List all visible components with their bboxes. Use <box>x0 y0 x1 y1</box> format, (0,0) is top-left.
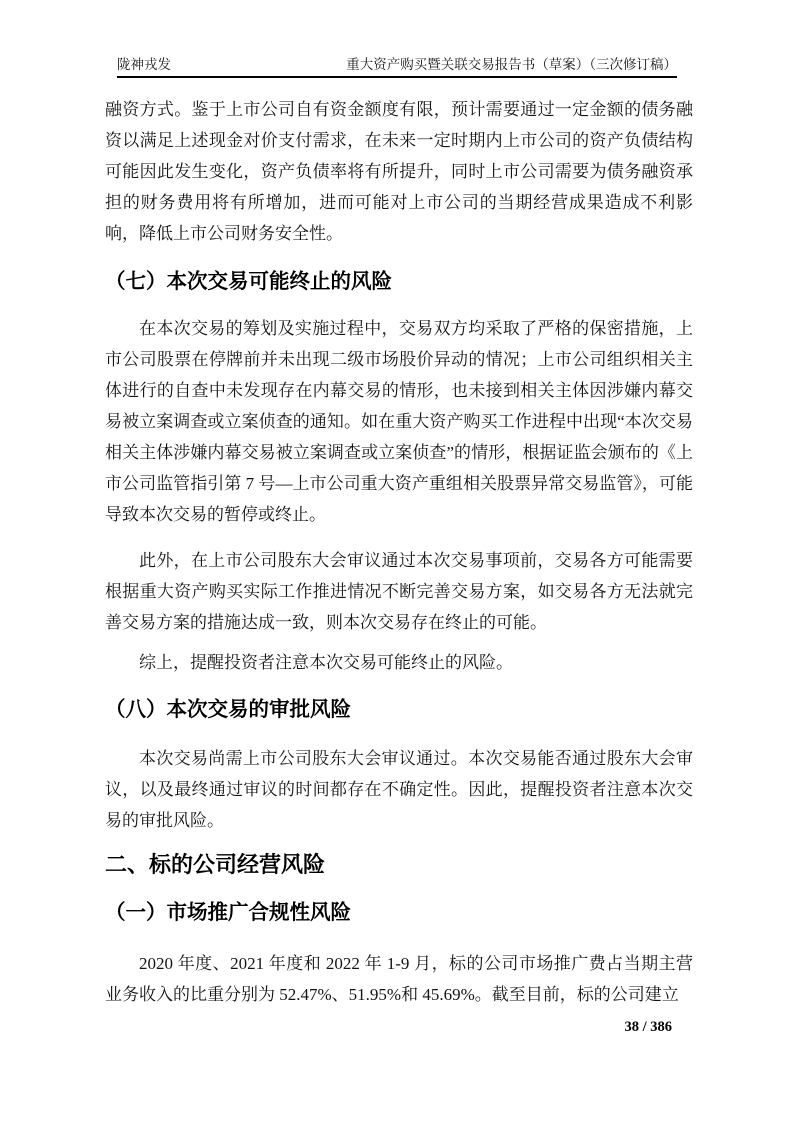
header-left-title: 陇神戎发 <box>117 57 171 72</box>
body-paragraph-continued: 融资方式。鉴于上市公司自有资金额度有限，预计需要通过一定金额的债务融资以满足上述现金对价支付需求，在未来一定时期内上市公司的资产负债结构可能因此发生变化，资产负债率将有所提升，同时上市公司需要为债务融资承担的财务费用将有所增加，进而可能对上市公司的当期经营成果造成不利影响，降低上市公司财务安全性。 <box>105 100 693 243</box>
section-heading-8: （八）本次交易的审批风险 <box>105 698 351 721</box>
body-paragraph: 综上，提醒投资者注意本次交易可能终止的风险。 <box>139 653 513 672</box>
page-body <box>105 94 693 1010</box>
section-heading-7: （七）本次交易可能终止的风险 <box>105 270 392 293</box>
body-paragraph: 此外，在上市公司股东大会审议通过本次交易事项前，交易各方可能需要根据重大资产购买实际工作推进情况不断完善交易方案，如交易各方无法就完善交易方案的措施达成一致，则本次交易存在终止的可能。 <box>105 551 693 632</box>
body-paragraph: 在本次交易的筹划及实施过程中，交易双方均采取了严格的保密措施，上市公司股票在停牌前并未出现二级市场股价异动的情况；上市公司组织相关主体进行的自查中未发现存在内幕交易的情形，也未接到相关主体因涉嫌内幕交易被立案调查或立案侦查的通知。如在重大资产购买工作进程中出现“本次交易相关主体涉嫌内幕交易被立案调查或立案侦查”的情形，根据证监会颁布的《上市公司监管指引第 7 号—上市公司重大资产重组相关股票异常交易监管》，可能导致本次交易的暂停或终止。 <box>105 319 693 524</box>
body-paragraph: 2020 年度、2021 年度和 2022 年 1-9 月，标的公司市场推广费占当期主营业务收入的比重分别为 52.47%、51.95%和 45.69%。截至目前，标的公司建立 <box>105 954 693 1004</box>
page-header <box>117 57 677 78</box>
chapter-heading-2: 二、标的公司经营风险 <box>105 852 326 877</box>
section-heading-1: （一）市场推广合规性风险 <box>105 901 351 924</box>
header-right-title: 重大资产购买暨关联交易报告书（草案）（三次修订稿） <box>346 57 677 72</box>
page-number: 38 / 386 <box>624 1019 672 1035</box>
body-paragraph: 本次交易尚需上市公司股东大会审议通过。本次交易能否通过股东大会审议，以及最终通过审议的时间都存在不确定性。因此，提醒投资者注意本次交易的审批风险。 <box>105 749 693 830</box>
